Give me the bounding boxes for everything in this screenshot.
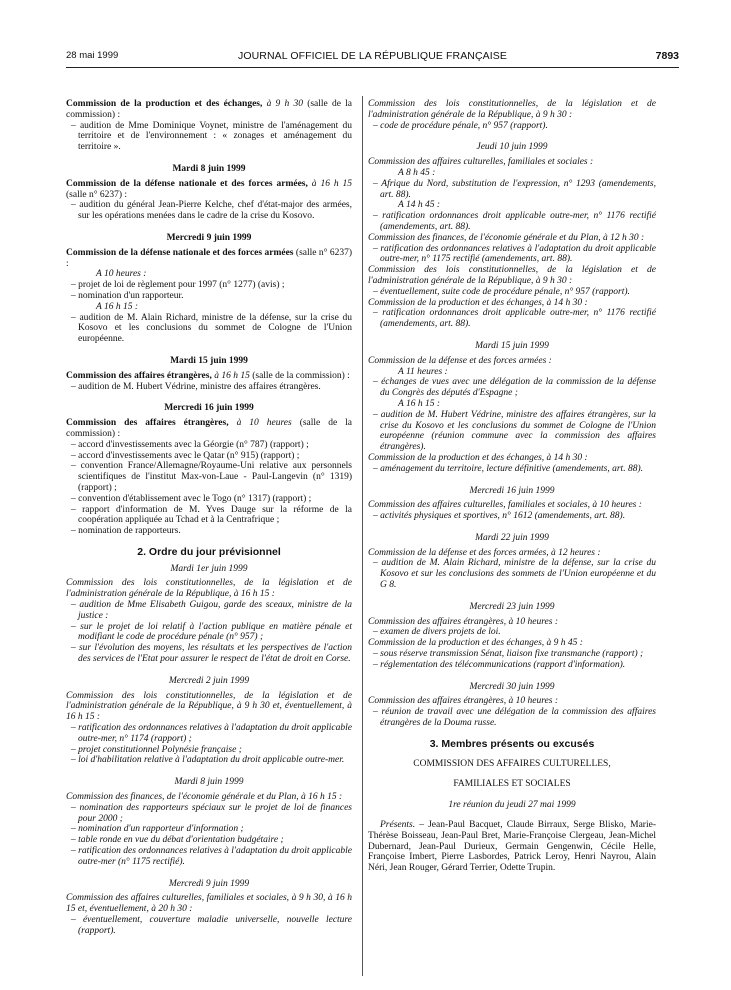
section-heading: 3. Membres présents ou excusés (429, 737, 595, 750)
presents-names: – Jean-Paul Bacquet, Claude Birraux, Serge Blisko, Marie-Thérèse Boisseau, Jean-Paul Bret, Marie-Françoise Clergeau, Jean-Michel Dubernard, Jean-Paul Durieux, Germain Gengenwin, Cécile Helle, Françoise Imbert, Pierre Lasbordes, Patrick Leroy, Henri Nayrou, Alain Néri, Jean Rouger, Gérard Terrier, Odette Trupin. (368, 820, 656, 874)
agenda-block (66, 371, 352, 393)
section-heading: 2. Ordre du jour prévisionnel (137, 545, 281, 558)
committee-name: Commission de la production et des échanges, à 14 h 30 : (368, 297, 588, 308)
time-subheading: A 16 h 15 : (398, 398, 441, 409)
agenda-item: – examen de divers projets de loi. (373, 627, 501, 638)
agenda-block (66, 578, 352, 664)
committee-name: Commission des lois constitutionnelles, de la législation et de l'administration générale de la République, à 16 h 15 : (66, 578, 352, 600)
committee-name: Commission des affaires culturelles, familiales et sociales : (368, 157, 594, 168)
committee-name: Commission des affaires culturelles, familiales et sociales, à 10 heures : (368, 500, 642, 511)
meeting-time: à 16 h 15 (214, 370, 250, 381)
day-heading: Mardi 8 juin 1999 (172, 163, 246, 174)
agenda-block (368, 638, 656, 670)
agenda-item: – audition de M. Hubert Védrine, ministre des affaires étrangères, sur la crise du Kosovo et les conclusions du sommet de Cologne de l'Union européenne (réunion commune avec la commission des affaires étrangères). (373, 409, 656, 453)
agenda-item: – audition de M. Hubert Védrine, ministre des affaires étrangères. (71, 381, 321, 392)
time-subheading: A 11 heures : (398, 366, 448, 377)
time-subheading: A 14 h 45 : (398, 200, 441, 211)
agenda-item: – loi d'habilitation relative à l'adaptation du droit applicable outre-mer. (71, 755, 345, 766)
day-heading: Mercredi 23 juin 1999 (469, 601, 555, 612)
header-date: 28 mai 1999 (66, 50, 119, 61)
committee-name: Commission de la production et des échanges, à 14 h 30 : (368, 452, 588, 463)
agenda-block (66, 248, 352, 345)
commission-title-line1: COMMISSION DES AFFAIRES CULTURELLES, (413, 759, 611, 770)
agenda-item: – nomination des rapporteurs spéciaux sur le projet de loi de finances pour 2000 ; (71, 802, 352, 824)
agenda-item: – ratification ordonnances droit applicable outre-mer, n° 1176 rectifié (amendements, art. 88). (373, 211, 656, 232)
day-heading: Mardi 22 juin 1999 (475, 532, 549, 543)
committee-name: Commission des affaires étrangères, à 10 heures : (368, 616, 558, 627)
agenda-block (368, 500, 656, 522)
agenda-item: – éventuellement, suite code de procédure pénale, n° 957 (rapport). (373, 286, 630, 297)
agenda-block (368, 298, 656, 330)
page-header (66, 50, 679, 66)
day-heading: Mardi 1er juin 1999 (170, 563, 248, 574)
agenda-item: – sur le projet de loi relatif à l'action publique en matière pénale et modifiant le code de procédure pénale (n° 957) ; (71, 621, 352, 643)
right-column (368, 99, 656, 874)
meeting-location: (salle n° 6237) : (66, 247, 352, 269)
day-heading: Mercredi 2 juin 1999 (168, 675, 250, 686)
day-heading: Mercredi 9 juin 1999 (166, 232, 252, 243)
committee-name: Commission des affaires étrangères, (66, 370, 212, 381)
agenda-item: – convention France/Allemagne/Royaume-Uni relative aux personnels scientifiques de l'institut Max-von-Laue - Paul-Langevin (n° 1319) (rapport) ; (71, 461, 352, 493)
day-heading: Mercredi 16 juin 1999 (469, 485, 555, 496)
meeting-location: (salle de la commission) : (66, 418, 353, 439)
commission-title-line2: FAMILIALES ET SOCIALES (453, 779, 571, 790)
meeting-location: (salle de la commission) : (252, 370, 350, 381)
agenda-block (66, 418, 352, 537)
committee-name: Commission de la défense et des forces armées, à 12 heures : (368, 547, 601, 558)
agenda-block (368, 548, 656, 591)
meeting-time: à 16 h 15 (311, 178, 353, 189)
day-heading: Mercredi 9 juin 1999 (168, 878, 250, 889)
meeting-date: 1re réunion du jeudi 27 mai 1999 (448, 799, 576, 810)
agenda-item: – code de procédure pénale, n° 957 (rapport). (373, 120, 548, 131)
committee-name: Commission de la production et des échanges, à 9 h 45 : (368, 638, 583, 649)
presents-label: Présents. (380, 820, 416, 831)
agenda-item: – échanges de vues avec une délégation de la commission de la défense du Congrès des députés d'Espagne ; (373, 377, 656, 399)
time-subheading: A 8 h 45 : (398, 167, 436, 178)
agenda-item: – nomination d'un rapporteur. (71, 290, 184, 301)
agenda-item: – ratification des ordonnances relatives à l'adaptation du droit applicable outre-mer (n° 1175 rectifié). (71, 846, 352, 867)
agenda-item: – réglementation des télécommunications (rapport d'information). (373, 659, 626, 670)
day-heading: Mardi 15 juin 1999 (170, 355, 248, 366)
left-column (66, 99, 352, 937)
agenda-block (368, 696, 656, 728)
agenda-block (66, 179, 352, 222)
agenda-block (368, 453, 656, 475)
day-heading: Mardi 8 juin 1999 (174, 777, 244, 788)
agenda-block (368, 157, 656, 233)
meeting-location: (salle de la commission) : (66, 99, 353, 120)
agenda-item: – aménagement du territoire, lecture définitive (amendements, art. 88). (373, 463, 643, 474)
attendance-list (368, 820, 656, 874)
agenda-block (368, 233, 656, 265)
agenda-item: – nomination d'un rapporteur d'information ; (71, 824, 244, 835)
committee-name: Commission de la défense nationale et des forces armées (66, 247, 294, 258)
meeting-time: à 10 heures (236, 418, 292, 429)
day-heading: Jeudi 10 juin 1999 (476, 142, 548, 153)
agenda-block (66, 893, 352, 936)
agenda-block (66, 691, 352, 767)
committee-name: Commission de la défense nationale et des forces armées, (66, 178, 308, 189)
agenda-item: – audition de M. Alain Richard, ministre de la défense, sur la crise du Kosovo et les conclusions du sommet de Cologne de l'Union européenne. (71, 312, 352, 345)
column-divider (362, 96, 363, 976)
agenda-item: – nomination de rapporteurs. (71, 526, 181, 537)
committee-name: Commission des affaires culturelles, familiales et sociales, à 9 h 30, à 16 h 15 et, éventuellement, à 20 h 30 : (66, 893, 352, 915)
time-subheading: A 16 h 15 : (96, 301, 139, 312)
agenda-item: – accord d'investissements avec la Géorgie (n° 787) (rapport) ; (71, 439, 309, 450)
journal-title: JOURNAL OFFICIEL DE LA RÉPUBLIQUE FRANÇAISE (238, 50, 507, 62)
committee-name: Commission des lois constitutionnelles, de la législation et de l'administration générale de la République, à 9 h 30 : (368, 265, 656, 286)
agenda-item: – table ronde en vue du débat d'orientation budgétaire ; (71, 835, 284, 846)
agenda-item: – activités physiques et sportives, n° 1612 (amendements, art. 88). (373, 511, 626, 522)
committee-name: Commission de la défense et des forces armées : (368, 355, 552, 366)
agenda-item: – éventuellement, couverture maladie universelle, nouvelle lecture (rapport). (71, 915, 352, 936)
agenda-item: – ratification des ordonnances relatives à l'adaptation du droit applicable outre-mer, n° 1174 (rapport) ; (71, 723, 352, 744)
day-heading: Mercredi 16 juin 1999 (164, 403, 254, 414)
agenda-item: – audition de Mme Elisabeth Guigou, garde des sceaux, ministre de la justice : (71, 600, 352, 621)
committee-name: Commission des finances, de l'économie générale et du Plan, à 12 h 30 : (368, 232, 645, 243)
agenda-item: – audition du général Jean-Pierre Kelche, chef d'état-major des armées, sur les opérations menées dans le cadre de la crise du Kosovo. (71, 200, 352, 222)
agenda-item: – accord d'investissements avec le Qatar (n° 915) (rapport) ; (71, 450, 300, 461)
agenda-item: – ratification ordonnances droit applicable outre-mer, n° 1176 rectifié (amendements, art. 88). (373, 308, 656, 330)
day-heading: Mercredi 30 juin 1999 (469, 681, 555, 692)
agenda-item: – Afrique du Nord, substitution de l'expression, n° 1293 (amendements, art. 88). (373, 178, 656, 200)
day-heading: Mardi 15 juin 1999 (475, 340, 549, 351)
committee-name: Commission des lois constitutionnelles, de la législation et de l'administration générale de la République, à 9 h 30 : (368, 99, 656, 120)
committee-name: Commission de la production et des échanges, (66, 99, 263, 109)
agenda-item: – réunion de travail avec une délégation de la commission des affaires étrangères de la Douma russe. (373, 707, 656, 729)
agenda-block (368, 617, 656, 639)
agenda-block (368, 265, 656, 297)
committee-name: Commission des finances, de l'économie générale et du Plan, à 16 h 15 : (66, 792, 343, 803)
agenda-block (368, 99, 656, 131)
time-subheading: A 10 heures : (96, 269, 147, 280)
agenda-block (368, 356, 656, 453)
agenda-block (66, 99, 352, 153)
agenda-item: – audition de Mme Dominique Voynet, ministre de l'aménagement du territoire et de l'environnement : « zonages et aménagement du territoire ». (71, 120, 352, 153)
agenda-item: – audition de M. Alain Richard, ministre de la défense, sur la crise du Kosovo et sur les conclusions des sommets de l'Union européenne et du G 8. (373, 558, 656, 591)
header-rule (66, 67, 679, 68)
agenda-item: – convention d'établissement avec le Togo (n° 1317) (rapport) ; (71, 493, 312, 504)
agenda-item: – projet de loi de règlement pour 1997 (n° 1277) (avis) ; (71, 280, 285, 291)
meeting-location: (salle n° 6237) : (66, 189, 128, 200)
agenda-block (66, 792, 352, 868)
agenda-item: – rapport d'information de M. Yves Dauge sur la réforme de la coopération appliquée au Tchad et à la Centrafrique ; (71, 504, 352, 526)
agenda-item: – sous réserve transmission Sénat, liaison fixe transmanche (rapport) ; (373, 649, 644, 660)
meeting-time: à 9 h 30 (266, 99, 303, 109)
page-number: 7893 (655, 50, 679, 62)
committee-name: Commission des affaires étrangères, (66, 418, 229, 429)
committee-name: Commission des affaires étrangères, à 10 heures : (368, 696, 558, 707)
committee-name: Commission des lois constitutionnelles, de la législation et de l'administration générale de la République, à 9 h 30 et, éventuellement, à 16 h 15 : (66, 690, 352, 723)
agenda-item: – projet constitutionnel Polynésie française ; (71, 744, 242, 755)
agenda-item: – sur l'évolution des moyens, les résultats et les perspectives de l'action des services de l'Etat pour assurer le respect de l'état de droit en Corse. (71, 643, 352, 665)
agenda-item: – ratification des ordonnances relatives à l'adaptation du droit applicable outre-mer, n° 1175 rectifié (amendements, art. 88). (373, 243, 656, 265)
